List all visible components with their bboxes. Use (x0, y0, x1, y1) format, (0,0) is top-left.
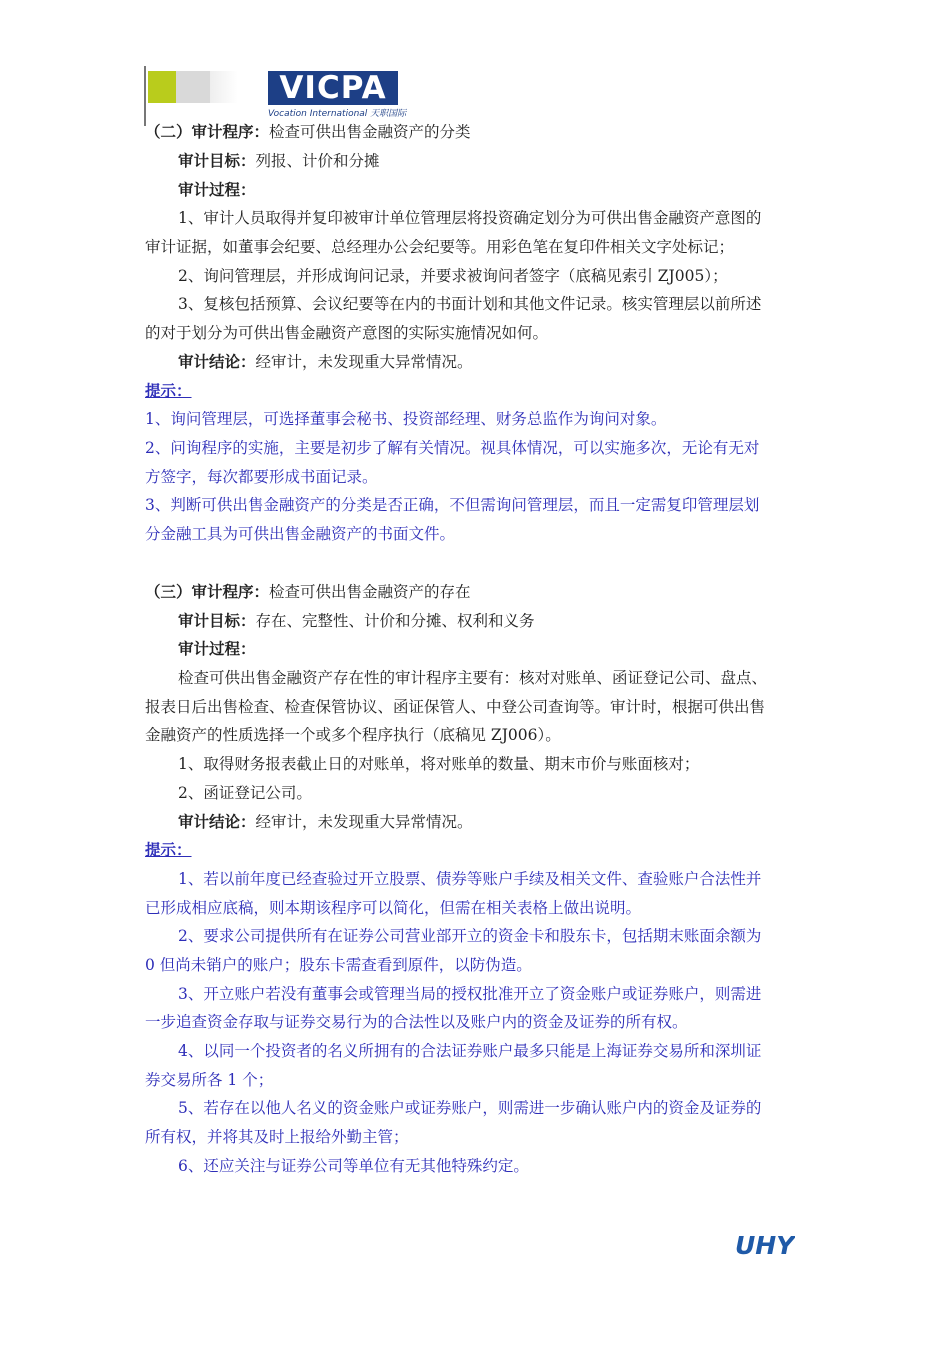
section3-objective: 审计目标：存在、完整性、计价和分摊、权利和义务 (178, 611, 535, 630)
section2-process-line: 2、询问管理层，并形成询问记录，并要求被询问者签字（底稿见索引 ZJ005）； (178, 267, 728, 285)
header-green-block (148, 71, 176, 103)
section3-tip-line: 3、开立账户若没有董事会或管理当局的授权批准开立了资金账户或证券账户，则需进 (178, 985, 762, 1003)
section2-process-line: 的对于划分为可供出售金融资产意图的实际实施情况如何。 (145, 324, 549, 342)
section2-title: （二）审计程序：检查可供出售金融资产的分类 (145, 122, 471, 141)
section3-conclusion: 审计结论：经审计，未发现重大异常情况。 (178, 812, 473, 831)
section3-tip-line: 已形成相应底稿，则本期该程序可以简化，但需在相关表格上做出说明。 (145, 899, 642, 917)
section3-process-line: 检查可供出售金融资产存在性的审计程序主要有：核对对账单、函证登记公司、盘点、 (178, 669, 768, 687)
section2-tip-line: 方签字，每次都要形成书面记录。 (145, 468, 378, 486)
section2-process-line: 1、审计人员取得并复印被审计单位管理层将投资确定划分为可供出售金融资产意图的 (178, 209, 762, 227)
uhy-logo-text: UHY (735, 1231, 795, 1260)
vicpa-logo (268, 70, 407, 119)
section2-process-label: 审计过程： (178, 180, 256, 199)
section3-tip-line: 券交易所各 1 个； (145, 1071, 274, 1089)
section2-tip-line: 1、询问管理层，可选择董事会秘书、投资部经理、财务总监作为询问对象。 (145, 410, 667, 428)
section2-tip-line: 分金融工具为可供出售金融资产的书面文件。 (145, 525, 456, 543)
vicpa-logo-text: VICPA (268, 71, 398, 105)
section3-process-line: 报表日后出售检查、检查保管协议、函证保管人、中登公司查询等。审计时，根据可供出售 (145, 698, 766, 716)
header-rule (144, 66, 146, 126)
header-fade-block (210, 71, 238, 103)
section2-objective: 审计目标：列报、计价和分摊 (178, 151, 380, 170)
header-grey-block (176, 71, 210, 103)
section3-process-line: 金融资产的性质选择一个或多个程序执行（底稿见 ZJ006）。 (145, 726, 561, 744)
vicpa-logo-subtitle: Vocation International 天职国际 (268, 109, 407, 119)
section3-process-line: 2、函证登记公司。 (178, 784, 312, 802)
section3-tip-line: 5、若存在以他人名义的资金账户或证券账户，则需进一步确认账户内的资金及证券的 (178, 1099, 762, 1117)
uhy-logo (735, 1231, 795, 1261)
section2-tips-label: 提示： (145, 381, 192, 400)
section3-tips-label: 提示： (145, 840, 192, 859)
section3-tip-line: 所有权，并将其及时上报给外勤主管； (145, 1128, 409, 1146)
section2-tip-line: 3、判断可供出售金融资产的分类是否正确，不但需询问管理层，而且一定需复印管理层划 (145, 496, 760, 514)
section2-conclusion: 审计结论：经审计，未发现重大异常情况。 (178, 352, 473, 371)
section3-tip-line: 1、若以前年度已经查验过开立股票、债券等账户手续及相关文件、查验账户合法性并 (178, 870, 762, 888)
section3-tip-line: 0 但尚未销户的账户；股东卡需查看到原件，以防伪造。 (145, 956, 532, 974)
section3-process-line: 1、取得财务报表截止日的对账单，将对账单的数量、期末市价与账面核对； (178, 755, 700, 773)
section3-tip-line: 4、以同一个投资者的名义所拥有的合法证券账户最多只能是上海证券交易所和深圳证 (178, 1042, 762, 1060)
section2-process-line: 审计证据，如董事会纪要、总经理办公会纪要等。用彩色笔在复印件相关文字处标记； (145, 238, 735, 256)
section3-tip-line: 6、还应关注与证券公司等单位有无其他特殊约定。 (178, 1157, 529, 1175)
section3-process-label: 审计过程： (178, 639, 256, 658)
section2-tip-line: 2、问询程序的实施，主要是初步了解有关情况。视具体情况，可以实施多次，无论有无对 (145, 439, 760, 457)
section3-tip-line: 2、要求公司提供所有在证券公司营业部开立的资金卡和股东卡，包括期末账面余额为 (178, 927, 762, 945)
section2-process-line: 3、复核包括预算、会议纪要等在内的书面计划和其他文件记录。核实管理层以前所述 (178, 295, 762, 313)
section3-title: （三）审计程序：检查可供出售金融资产的存在 (145, 582, 471, 601)
section3-tip-line: 一步追查资金存取与证券交易行为的合法性以及账户内的资金及证券的所有权。 (145, 1013, 688, 1031)
